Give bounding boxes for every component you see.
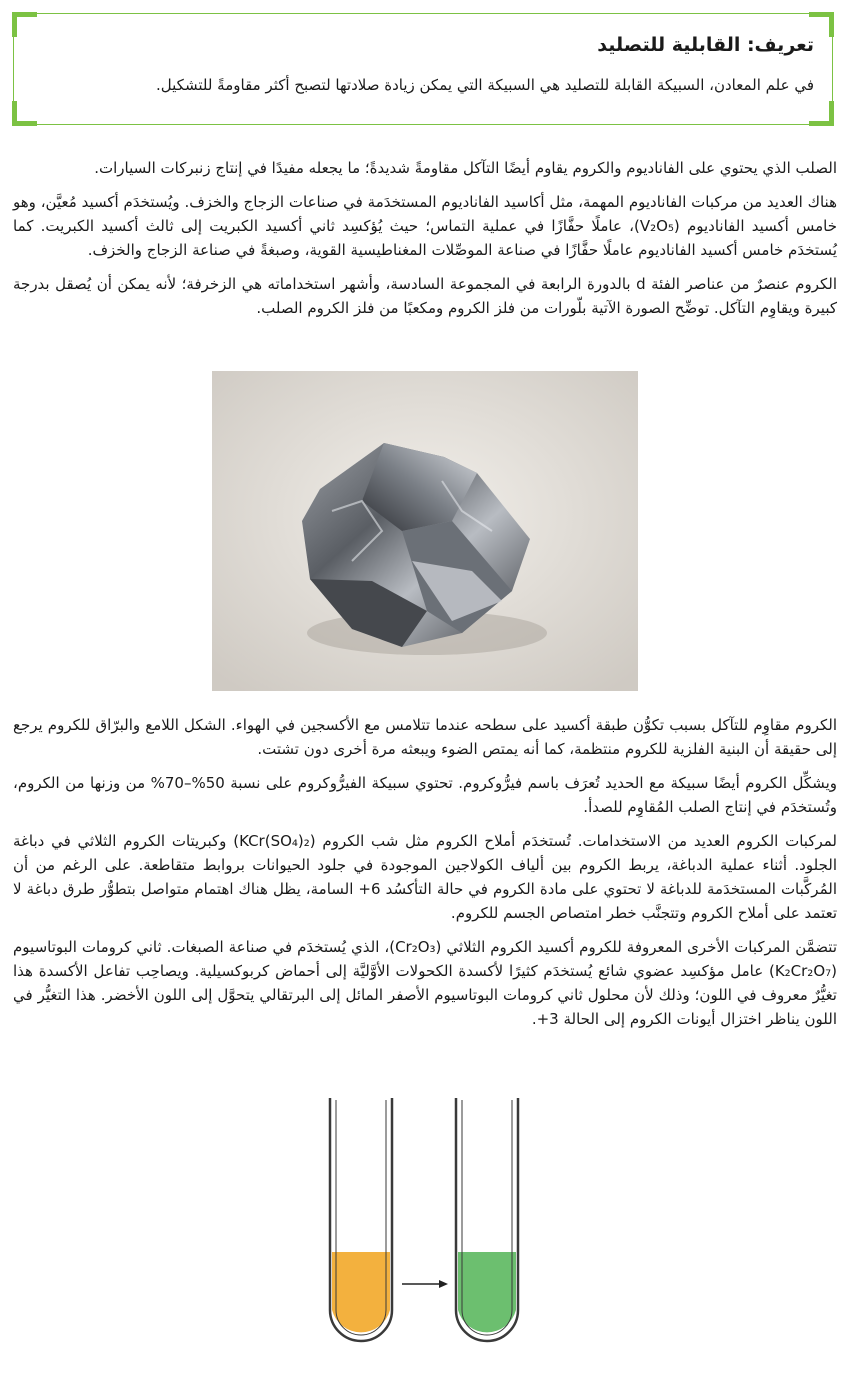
paragraph-tanning (13, 829, 837, 925)
chromium-photo (212, 371, 638, 691)
text-run: )، الذي يُستخدَم في صناعة الصبغات. ثاني كرومات البوتاسيوم ( (13, 938, 837, 980)
paragraph-vanadium-steel: الصلب الذي يحتوي على الفاناديوم والكروم يقاوم أيضًا التآكل مقاومةً شديدةً؛ ما يجعله مفيدًا في إنتاج زنبركات السيارات. (94, 159, 837, 177)
chromium-crystal-image (212, 371, 638, 691)
green-solution (458, 1252, 516, 1332)
definition-box (13, 13, 833, 125)
corner-decoration (12, 101, 37, 126)
body-text-top (13, 156, 837, 330)
text-run: ) وكبريتات الكروم الثلاثي في دباغة الجلود. أثناء عملية الدباغة، يربط الكروم بين ألياف الكولاجين الموجودة في جلود الحيوانات بروابط متقاطعة. على الرغم من أن المُركَّبات المستخدَمة للدباغة لا تحتوي على مادة الكروم في حالة التأكسُد 6+ السامة، يظل هناك اهتمام متواصل بتطوُّر طرق دباغة لا تعتمد على أملاح الكروم وتتجنَّب خطر امتصاص الجسم للكروم. (13, 832, 837, 922)
definition-text: في علم المعادن، السبيكة القابلة للتصليد هي السبيكة التي يمكن زيادة صلادتها لتصبح أكثر مقاومةً للتشكيل. (156, 76, 814, 94)
formula-k2cr2o7: K₂Cr₂O₇ (774, 962, 832, 980)
test-tube-diagram (320, 1092, 530, 1362)
text-run: تتضمَّن المركبات الأخرى المعروفة للكروم أكسيد الكروم الثلاثي ( (435, 938, 837, 956)
formula-v2o5: V₂O₅ (639, 217, 674, 235)
body-text-bottom (13, 713, 837, 1041)
orange-solution (332, 1252, 390, 1332)
paragraph-vanadium-compounds (13, 190, 837, 262)
paragraph-chromium-intro: الكروم عنصرٌ من عناصر الفئة d بالدورة الرابعة في المجموعة السادسة، وأشهر استخداماته هي الزخرفة؛ لأنه يمكن أن يُصقل بدرجة كبيرة ويقاوِم التآكل. توضِّح الصورة الآتية بلّورات من فلز الكروم ومكعبًا من فلز الكروم الصلب. (13, 275, 837, 317)
corner-decoration (12, 12, 37, 37)
definition-title: تعريف: القابلية للتصليد (597, 34, 814, 56)
text-run: لمركبات الكروم العديد من الاستخدامات. تُستخدَم أملاح الكروم مثل شب الكروم ( (309, 832, 837, 850)
corner-decoration (809, 101, 834, 126)
formula-chrome-alum: KCr(SO₄)₂ (239, 832, 310, 850)
paragraph-ferrochrome: ويشكِّل الكروم أيضًا سبيكة مع الحديد تُعرَف باسم فيرُّوكروم. تحتوي سبيكة الفيرُّوكروم على نسبة 50%–70% من وزنها من الكروم، وتُستخدَم في إنتاج الصلب المُقاوِم للصدأ. (13, 774, 837, 816)
text-run: هناك العديد من مركبات الفاناديوم المهمة، مثل أكاسيد الفاناديوم المستخدَمة في صناعات الزجاج والخزف. ويُستخدَم أكسيد مُعيَّن، وهو خامس أكسيد الفاناديوم ( (13, 193, 837, 235)
text-run: ) عامل مؤكسِد عضوي شائع يُستخدَم كثيرًا لأكسدة الكحولات الأوَّليَّة إلى أحماض كربوكسيلية. ويصاحِب تفاعل الأكسدة هذا تغيُّرٌ معروف في اللون؛ وذلك لأن محلول ثاني كرومات البوتاسيوم الأصفر المائل إلى البرتقالي يتحوَّل إلى اللون الأخضر. هذا التغيُّر في اللون يناظر اختزال أيونات الكروم إلى الحالة 3+. (13, 962, 837, 1028)
paragraph-dichromate (13, 935, 837, 1031)
text-run: )، عاملًا حفَّازًا في عملية التماس؛ حيث يُؤكسِد ثاني أكسيد الكبريت إلى ثالث أكسيد الكبريت. كما يُستخدَم خامس أكسيد الفاناديوم عاملًا حفَّازًا في صناعة الموصِّلات المغناطيسية القوية، وصبغةً في صناعة الزجاج والخزف. (13, 217, 837, 259)
color-change-diagram (320, 1092, 530, 1362)
formula-cr2o3: Cr₂O₃ (395, 938, 436, 956)
paragraph-corrosion: الكروم مقاوِم للتآكل بسبب تكوُّن طبقة أكسيد على سطحه عندما تتلامس مع الأكسجين في الهواء. الشكل اللامع والبرّاق للكروم يرجع إلى حقيقة أن البنية الفلزية للكروم منتظمة، كما أنه يمتص الضوء ويبعثه مرة أخرى دون تشتت. (13, 716, 837, 758)
arrow-head-icon (439, 1280, 448, 1288)
